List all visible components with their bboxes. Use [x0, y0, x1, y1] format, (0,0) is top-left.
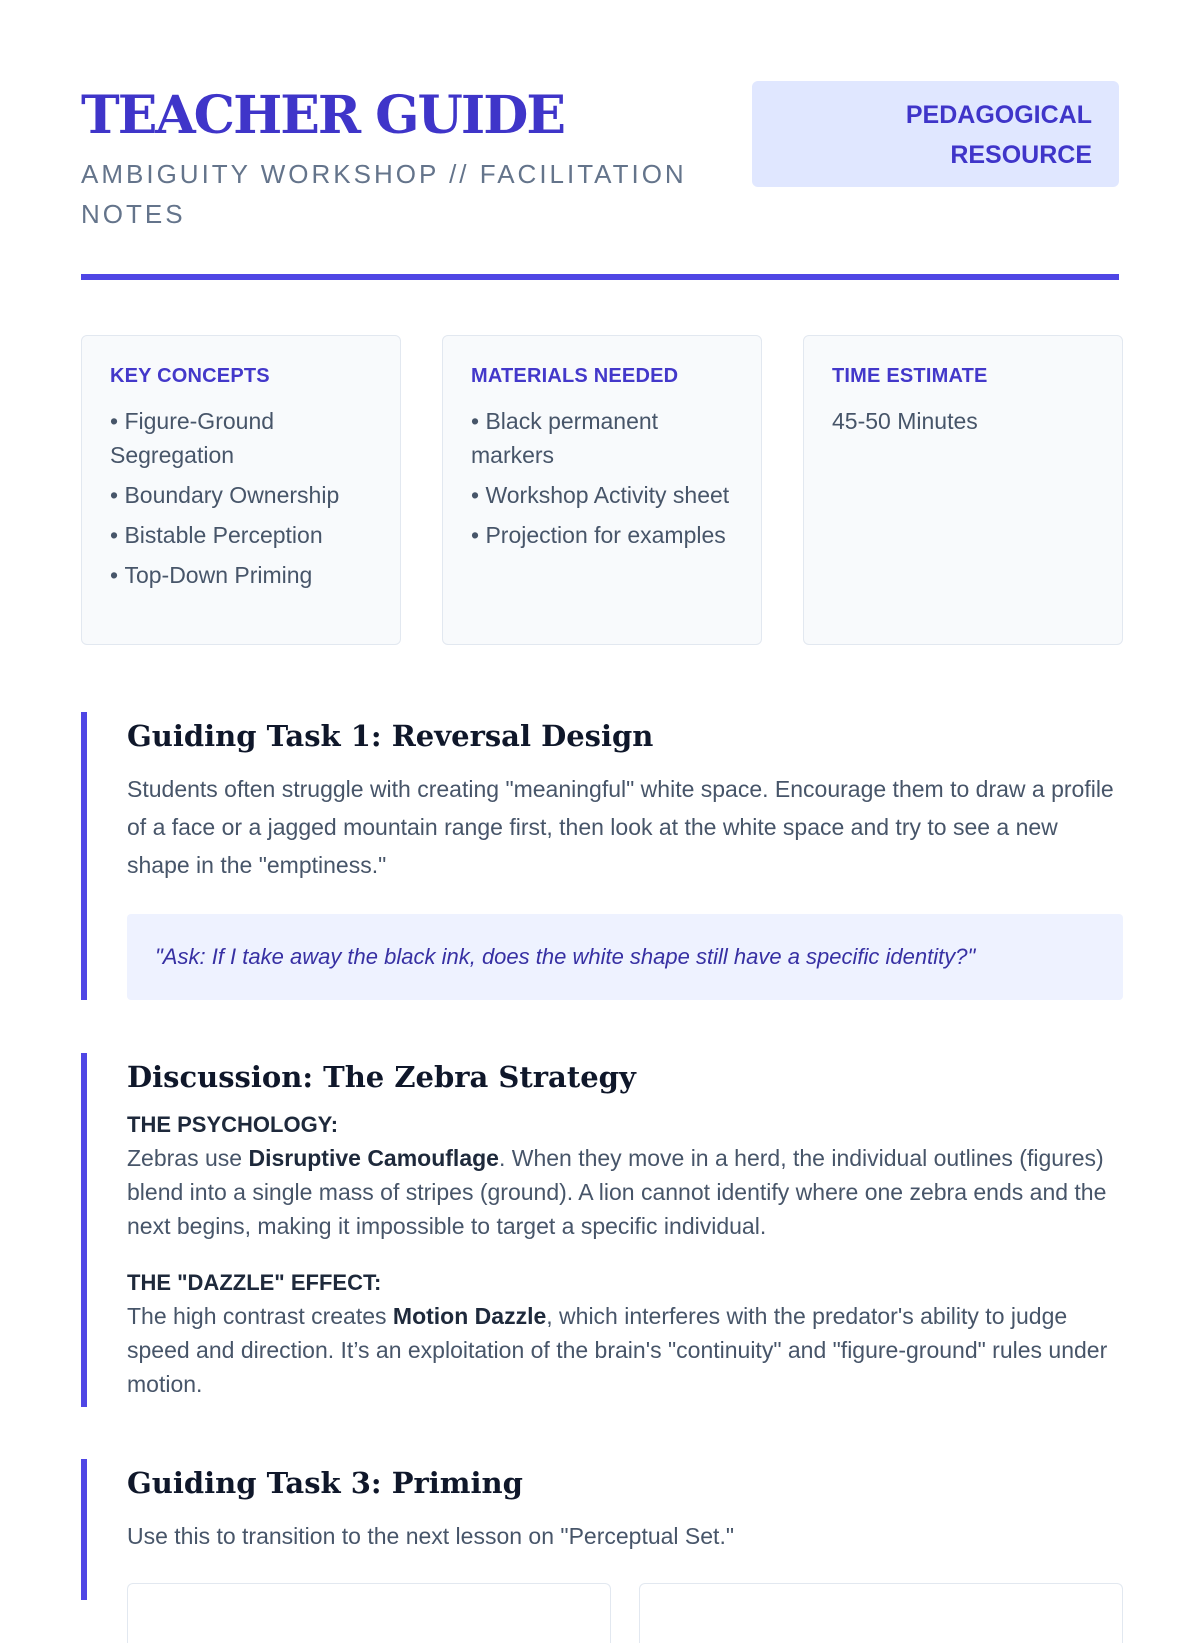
- page-subtitle: AMBIGUITY WORKSHOP // FACILITATION NOTES: [81, 159, 687, 229]
- task-1-section: [81, 712, 1123, 1000]
- text-segment: . When they move in a herd, the individual outlines (figures) blend into a single mass of stripes (ground). A lion cannot identify where one zebra ends and the next begins, making it impossible to target a specific individual.: [127, 1145, 1107, 1239]
- list-item: • Black permanent markers: [471, 404, 733, 472]
- emphasis-term: Motion Dazzle: [392, 1303, 547, 1329]
- key-concepts-card: [81, 335, 401, 645]
- dazzle-text: [127, 1299, 1123, 1401]
- psychology-text: [127, 1141, 1123, 1243]
- time-estimate-value: 45-50 Minutes: [832, 408, 978, 434]
- list-item: • Projection for examples: [471, 518, 733, 552]
- key-concepts-list: [110, 404, 372, 592]
- page-title: TEACHER GUIDE: [81, 85, 564, 146]
- materials-card: [442, 335, 762, 645]
- resource-badge: [752, 81, 1119, 187]
- section-body: Use this to transition to the next lesson on "Perceptual Set.": [127, 1523, 734, 1549]
- section-heading: Guiding Task 3: Priming: [127, 1466, 523, 1500]
- discussion-section: [81, 1053, 1123, 1407]
- example-card: [639, 1583, 1123, 1643]
- section-heading: Guiding Task 1: Reversal Design: [127, 719, 654, 753]
- time-estimate-card: [803, 335, 1123, 645]
- list-item: • Workshop Activity sheet: [471, 478, 733, 512]
- list-item: • Boundary Ownership: [110, 478, 372, 512]
- prompt-quote: "Ask: If I take away the black ink, does the white shape still have a specific identity?": [127, 914, 1123, 1000]
- text-segment: The high contrast creates: [127, 1303, 393, 1329]
- header: [81, 0, 1119, 280]
- card-title: KEY CONCEPTS: [110, 365, 270, 387]
- header-divider: [81, 274, 1119, 280]
- badge-line-1: PEDAGOGICAL: [905, 101, 1092, 129]
- section-heading: Discussion: The Zebra Strategy: [127, 1060, 636, 1094]
- emphasis-term: Disruptive Camouflage: [248, 1145, 499, 1171]
- text-segment: Zebras use: [127, 1145, 249, 1171]
- dazzle-label: THE "DAZZLE" EFFECT:: [127, 1270, 382, 1295]
- task-3-section: [81, 1459, 1123, 1600]
- psychology-label: THE PSYCHOLOGY:: [127, 1112, 339, 1137]
- list-item: • Figure-Ground Segregation: [110, 404, 372, 472]
- materials-list: [471, 404, 733, 552]
- list-item: • Bistable Perception: [110, 518, 372, 552]
- example-card: [127, 1583, 611, 1643]
- card-title: MATERIALS NEEDED: [471, 365, 679, 387]
- text-segment: , which interferes with the predator's ability to judge speed and direction. It’s an exploitation of the brain's "continuity" and "figure-ground" rules under motion.: [127, 1303, 1108, 1397]
- priming-examples: [127, 1583, 1123, 1643]
- card-title: TIME ESTIMATE: [832, 365, 988, 387]
- info-cards: [81, 335, 1123, 645]
- list-item: • Top-Down Priming: [110, 558, 372, 592]
- badge-line-2: RESOURCE: [950, 141, 1092, 169]
- section-body: Students often struggle with creating "meaningful" white space. Encourage them to draw a profile of a face or a jagged mountain range first, then look at the white space and try to see a new shape in the "emptiness.": [127, 776, 1114, 878]
